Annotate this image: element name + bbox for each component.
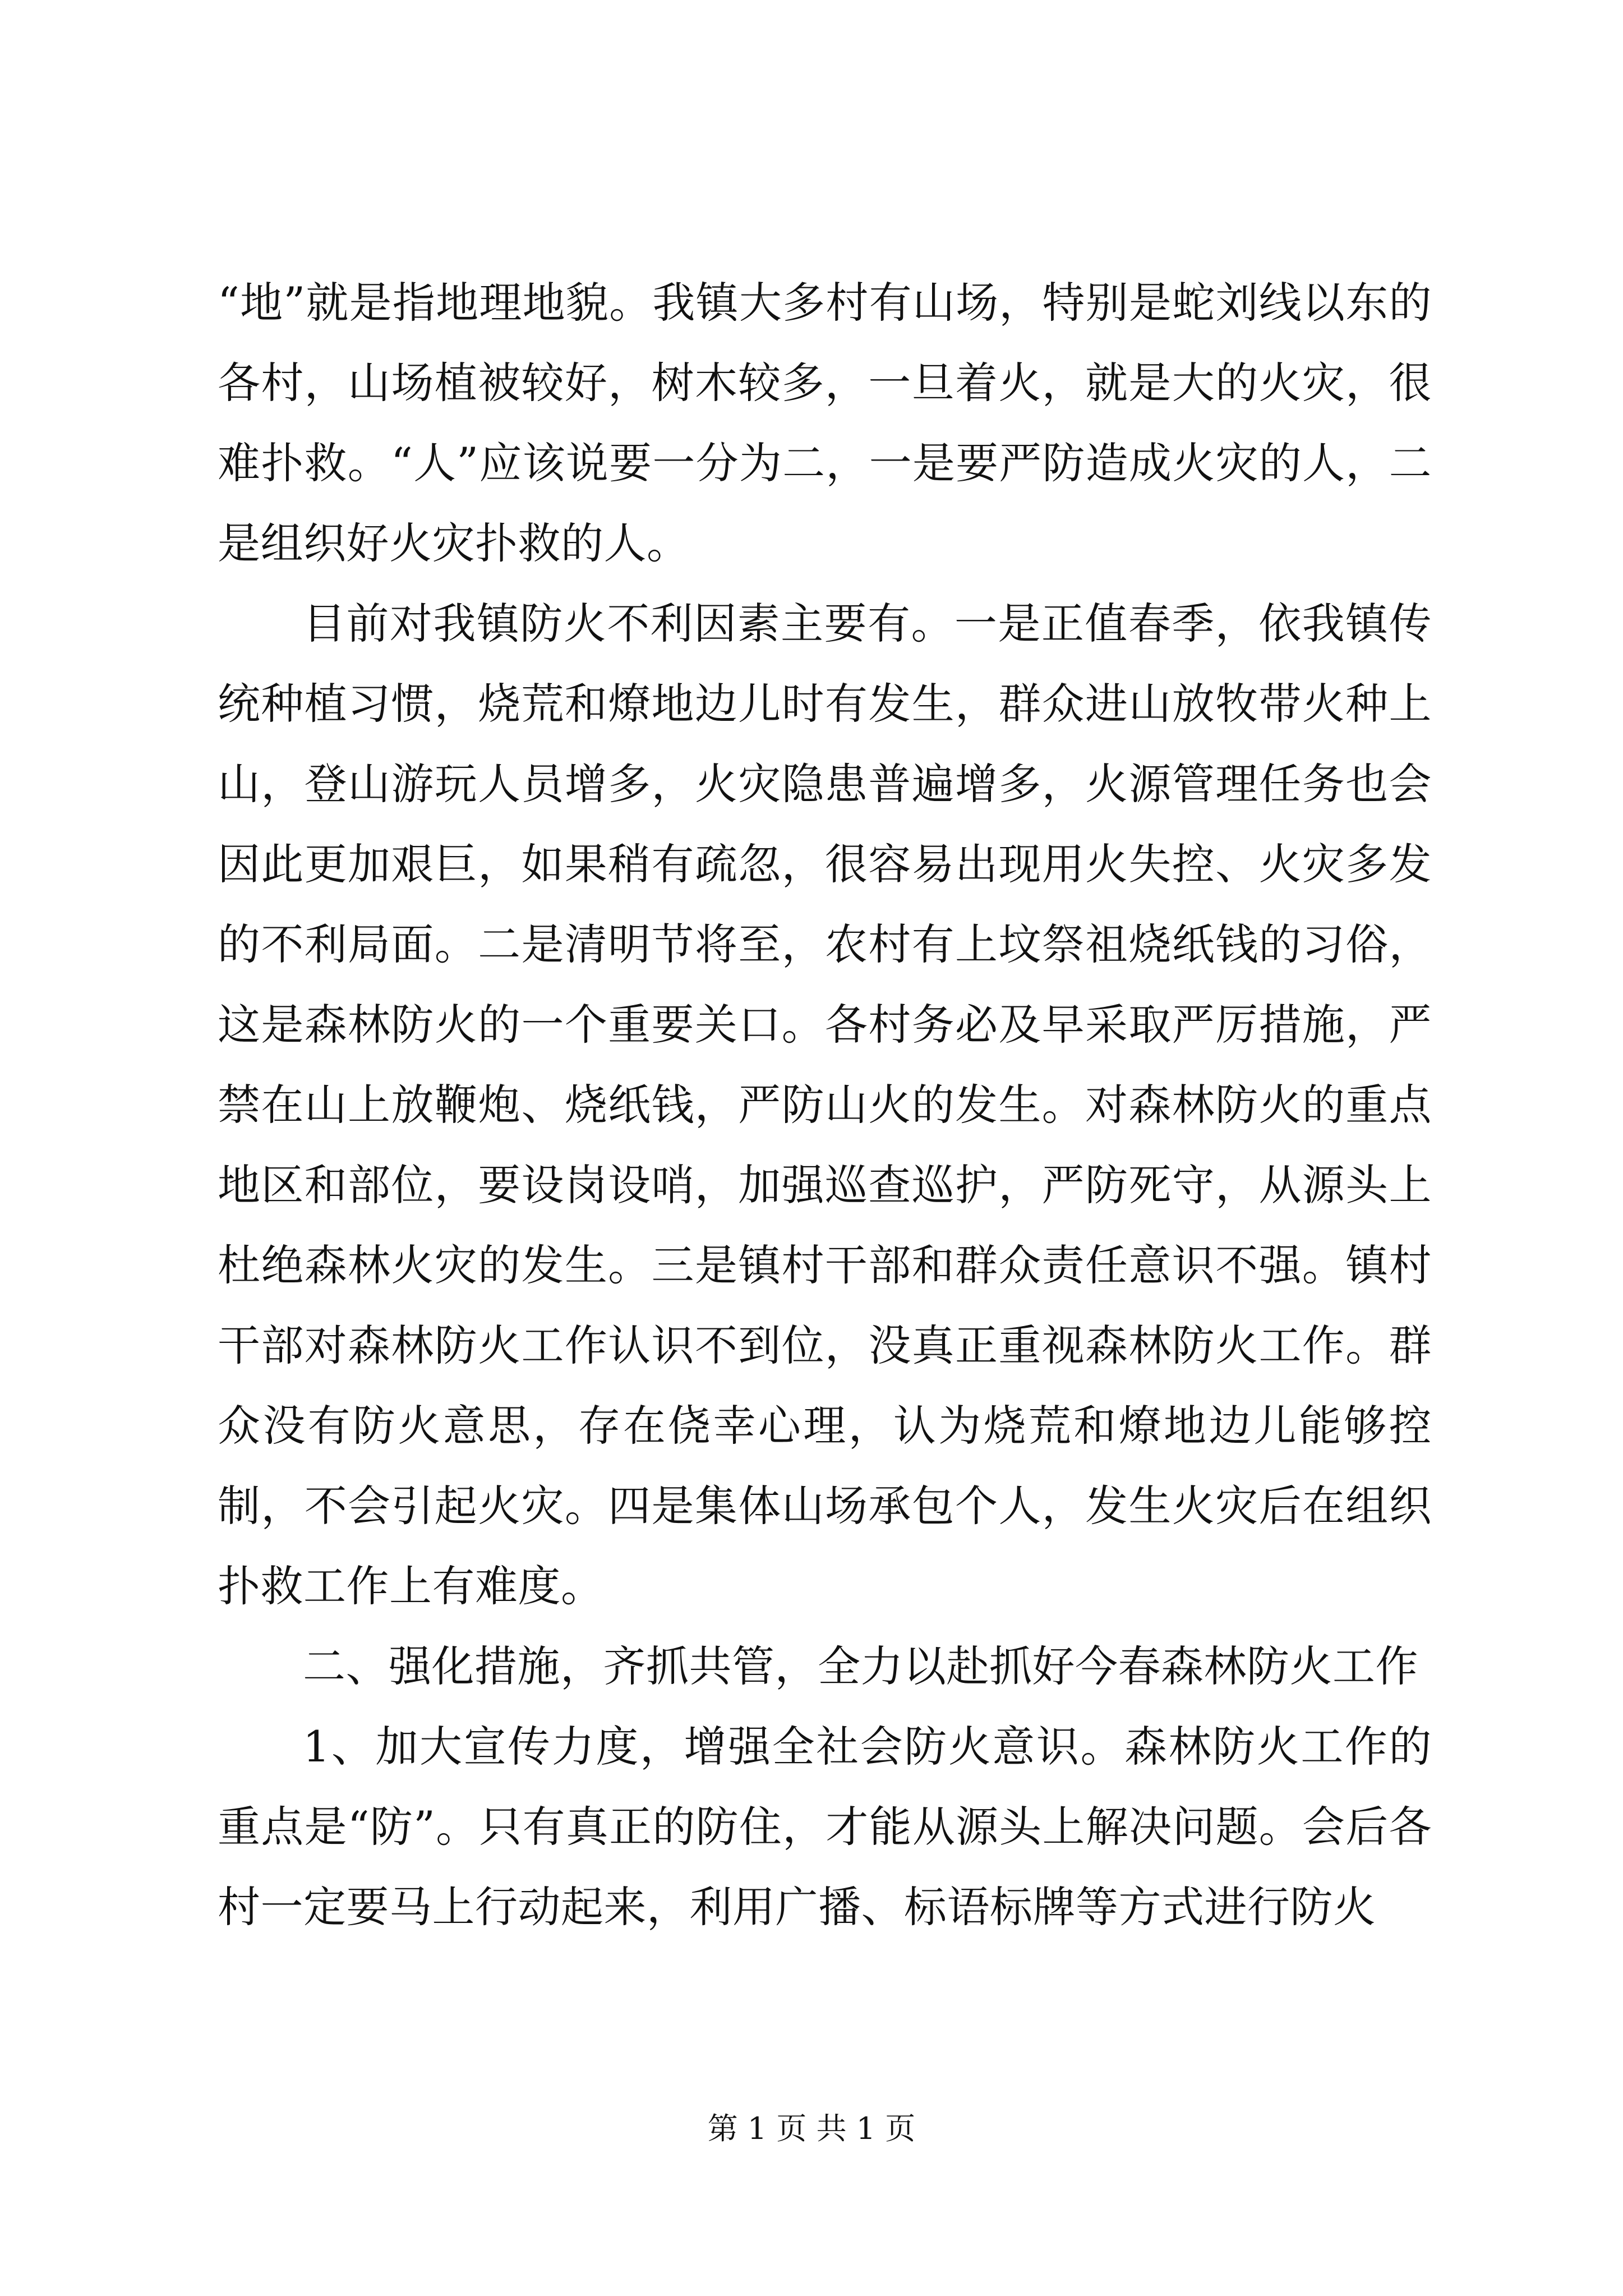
section-heading-measures: 二、强化措施，齐抓共管，全力以赴抓好今春森林防火工作 — [303, 1641, 1418, 1691]
paragraph-continuation: “地”就是指地理地貌。我镇大多村有山场，特别是蛇刘线以东的各村，山场植被较好，树木较多，一旦着火，就是大的火灾，很难扑救。“人”应该说要一分为二，一是要严防造成火灾的人，二是组织好火灾扑救的人。 — [218, 278, 1432, 568]
document-body — [218, 263, 1432, 1947]
paragraph-publicity: 1、加大宣传力度，增强全社会防火意识。森林防火工作的重点是“防”。只有真正的防住，才能从源头上解决问题。会后各村一定要马上行动起来，利用广播、标语标牌等方式进行防火 — [218, 1722, 1432, 1932]
page-footer: 第 1 页 共 1 页 — [707, 2111, 916, 2146]
paragraph-unfavorable-factors: 目前对我镇防火不利因素主要有。一是正值春季，依我镇传统种植习惯，烧荒和燎地边儿时有发生，群众进山放牧带火种上山，登山游玩人员增多，火灾隐患普遍增多，火源管理任务也会因此更加艰巨，如果稍有疏忽，很容易出现用火失控、火灾多发的不利局面。二是清明节将至，农村有上坟祭祖烧纸钱的习俗，这是森林防火的一个重要关口。各村务必及早采取严厉措施，严禁在山上放鞭炮、烧纸钱，严防山火的发生。对森林防火的重点地区和部位，要设岗设哨，加强巡查巡护，严防死守，从源头上杜绝森林火灾的发生。三是镇村干部和群众责任意识不强。镇村干部对森林防火工作认识不到位，没真正重视森林防火工作。群众没有防火意思，存在侥幸心理，认为烧荒和燎地边儿能够控制，不会引起火灾。四是集体山场承包个人，发生火灾后在组织扑救工作上有难度。 — [218, 599, 1432, 1611]
